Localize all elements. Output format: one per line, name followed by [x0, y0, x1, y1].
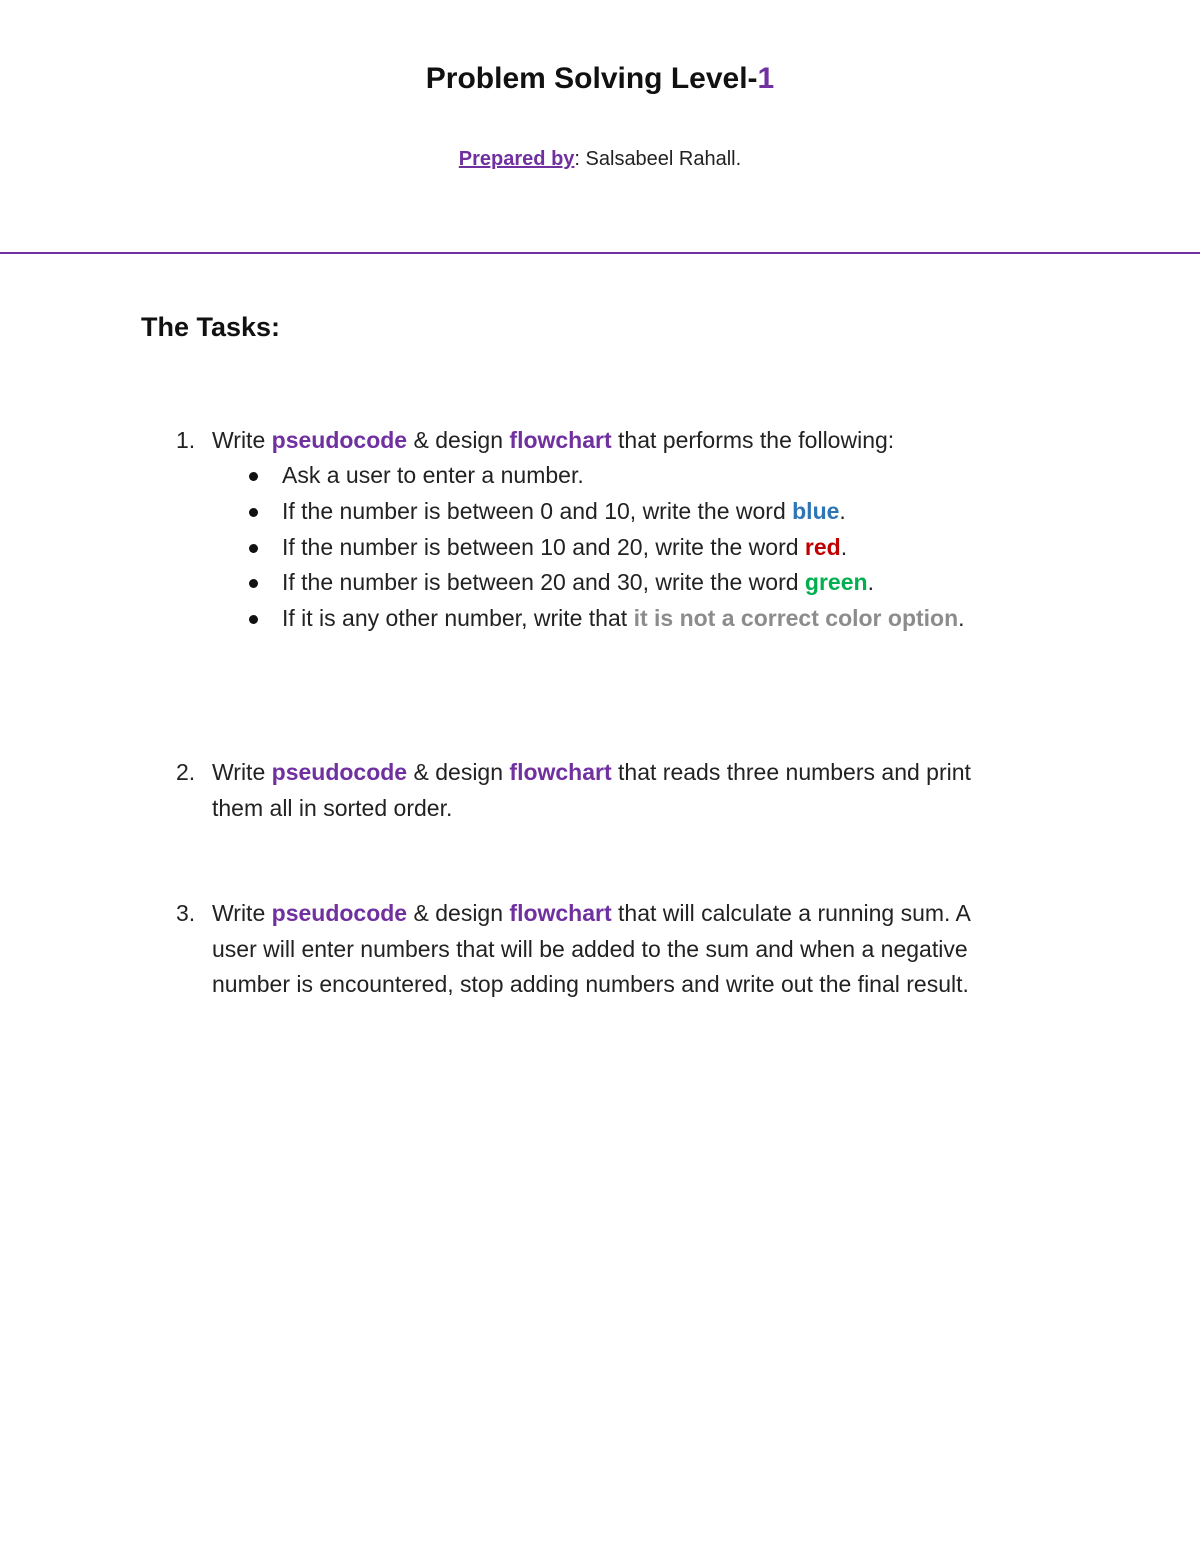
- keyword-pseudocode: pseudocode: [271, 900, 408, 926]
- bullet-text: Ask a user to enter a number.: [282, 462, 584, 488]
- author-name: Salsabeel Rahall.: [585, 148, 742, 170]
- task-text-part: user will enter numbers that will be added to the sum and when a negative: [212, 935, 968, 962]
- color-word-red: red: [804, 533, 841, 560]
- color-word-green: green: [804, 569, 868, 596]
- keyword-flowchart: flowchart: [509, 427, 612, 453]
- task-text-part: that will calculate a running sum. A: [611, 900, 971, 926]
- bullet-icon: [249, 579, 258, 588]
- bullet-punct: .: [867, 569, 874, 596]
- bullet-text: If it is any other number, write that: [282, 605, 634, 632]
- list-item: [176, 530, 1076, 566]
- bullet-text: If the number is between 10 and 20, write the word: [282, 533, 805, 560]
- header-divider: [0, 252, 1200, 254]
- bullet-punct: .: [840, 533, 848, 560]
- title-text: Problem Solving Level-: [425, 62, 758, 95]
- task-1: [176, 423, 1076, 459]
- list-item: [176, 565, 1076, 601]
- task-text-part: & design: [407, 900, 510, 926]
- bullet-icon: [249, 472, 258, 481]
- bullet-punct: .: [958, 605, 965, 632]
- list-item: [176, 494, 1076, 530]
- task-2: [176, 755, 1076, 821]
- task-number: 2.: [176, 759, 196, 785]
- task-text-part: Write: [212, 427, 272, 453]
- prepared-by-separator: :: [574, 148, 586, 170]
- bullet-text: If the number is between 20 and 30, write the word: [282, 569, 805, 596]
- section-heading: The Tasks:: [141, 312, 281, 342]
- bullet-icon: [249, 508, 258, 517]
- task-text: [212, 896, 1072, 1003]
- color-word-blue: blue: [792, 497, 840, 524]
- task-number: 1.: [176, 427, 196, 453]
- task-text: [212, 423, 1072, 459]
- task-3: [176, 896, 1076, 997]
- bullet-icon: [249, 544, 258, 553]
- task-text-part: them all in sorted order.: [212, 794, 453, 821]
- task-text-part: & design: [407, 427, 510, 453]
- bullet-icon: [249, 615, 258, 624]
- task-text-part: that performs the following:: [611, 427, 895, 453]
- keyword-pseudocode: pseudocode: [271, 759, 408, 785]
- title-level-number: 1: [757, 62, 775, 95]
- task-text-part: that reads three numbers and print: [611, 759, 971, 785]
- task-text: [212, 755, 1072, 826]
- keyword-pseudocode: pseudocode: [271, 427, 408, 453]
- keyword-flowchart: flowchart: [509, 759, 612, 785]
- task-text-part: Write: [212, 900, 272, 926]
- task-text-part: Write: [212, 759, 272, 785]
- document-title: [0, 62, 1200, 96]
- task-number: 3.: [176, 900, 196, 926]
- prepared-by-label: Prepared by: [458, 148, 575, 170]
- bullet-punct: .: [839, 497, 846, 524]
- task-text-part: & design: [407, 759, 510, 785]
- keyword-flowchart: flowchart: [509, 900, 612, 926]
- task-1-bullets: [176, 458, 1076, 637]
- bullet-text: If the number is between 0 and 10, write the word: [282, 497, 793, 524]
- task-text-part: number is encountered, stop adding numbers and write out the final result.: [212, 971, 969, 997]
- list-item: [176, 458, 1076, 494]
- prepared-by-line: [0, 148, 1200, 171]
- list-item: [176, 601, 1076, 637]
- incorrect-option-phrase: it is not a correct color option: [633, 605, 959, 632]
